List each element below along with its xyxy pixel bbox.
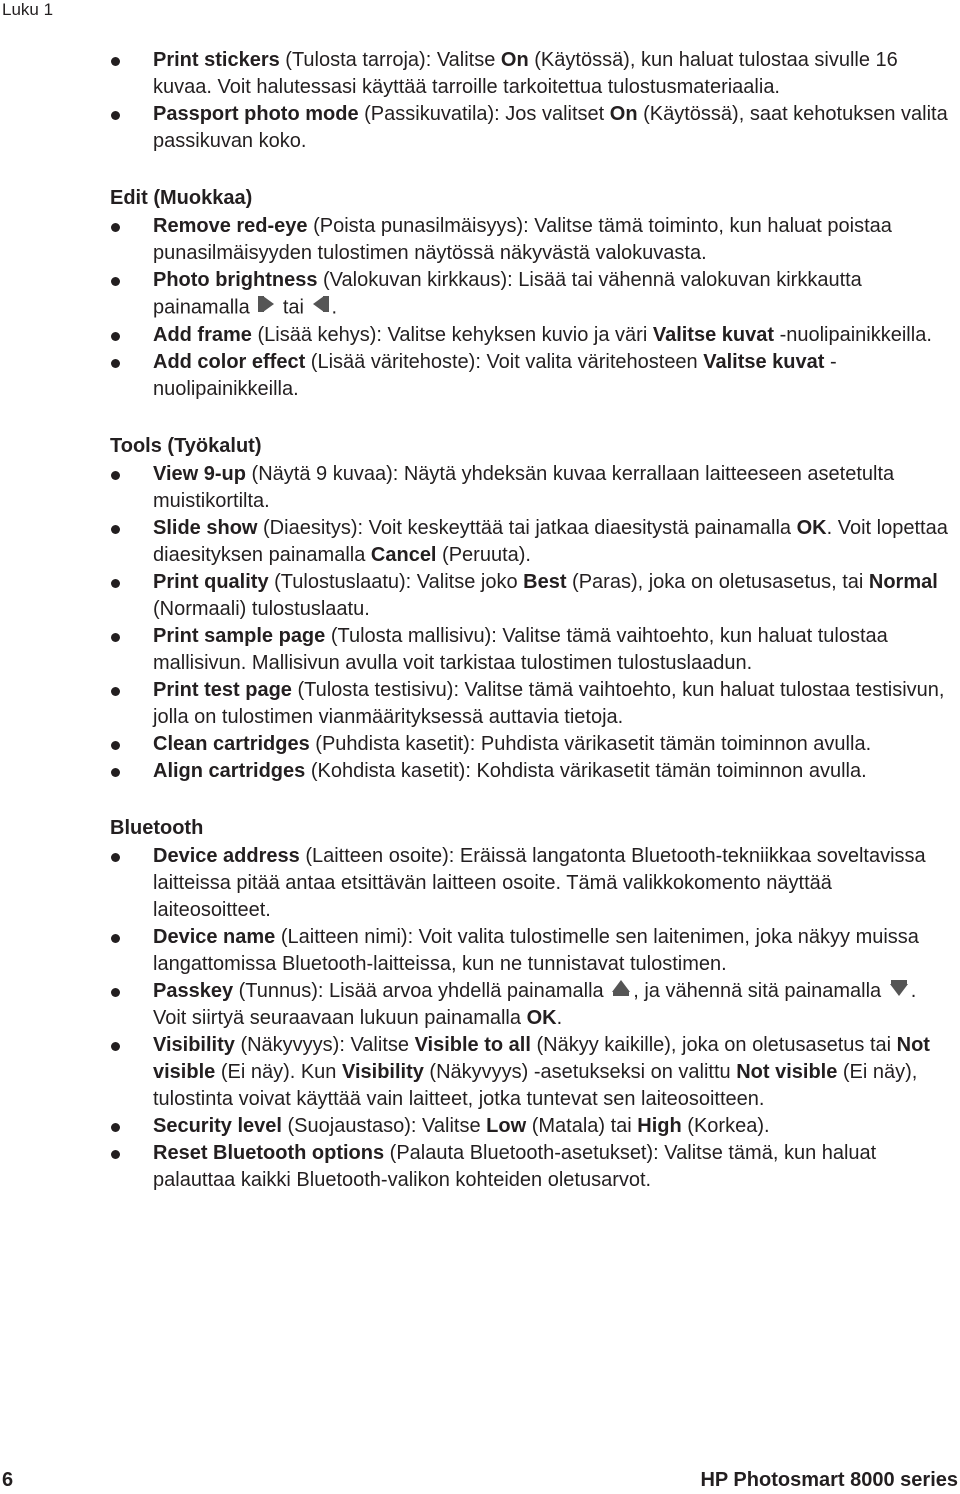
item-emphasis: Not visible (736, 1061, 838, 1084)
item-text: (Tulosta testisivu): Valitse tämä vaihtoehto, kun haluat tulostaa testisivun, jolla on tulostimen vianmäärityksessä auttavia tietoja. (153, 679, 945, 728)
item-term: View 9-up (153, 463, 246, 485)
item-emphasis: OK (796, 517, 827, 539)
item-text: . Voit lopettaa diaesityksen painamalla (153, 517, 948, 566)
item-text: (Näytä 9 kuvaa): Näytä yhdeksän kuvaa kerrallaan laitteeseen asetetulta muistikortilta. (153, 463, 895, 512)
bullet-icon (111, 853, 120, 862)
item-text: (Puhdista kasetit): Puhdista värikasetit tämän toiminnon avulla. (309, 733, 872, 755)
item-emphasis: Visible to all (414, 1034, 531, 1057)
product-title: HP Photosmart 8000 series (700, 1469, 958, 1491)
item-term: Visibility (153, 1034, 235, 1057)
item-term: Remove red-eye (153, 215, 308, 237)
item-text: -nuolipainikkeilla. (153, 351, 837, 400)
bullet-icon (111, 579, 120, 588)
spacer (0, 785, 960, 813)
item-emphasis: Valitse kuvat (703, 351, 825, 373)
item-text: (Ei näy), tulostinta voivat käyttää vain laitteet, jotka tuntevat sen laiteosoitteen. (153, 1061, 918, 1111)
bullet-icon (111, 633, 120, 642)
list-item (0, 623, 960, 677)
item-term: Reset Bluetooth options (153, 1142, 385, 1165)
item-text: (Tulostuslaatu): Valitse joko (268, 571, 524, 593)
list-item (0, 213, 960, 267)
item-emphasis: Not visible (153, 1034, 930, 1084)
item-term: Photo brightness (153, 269, 318, 291)
list-item (0, 978, 960, 1032)
item-text: (Laitteen osoite): Eräissä langatonta Bluetooth-tekniikkaa soveltavissa laitteissa pitää antaa etsittävän laitteen osoite. Tämä valikkokomento näyttää laiteosoitteet. (153, 845, 926, 921)
item-text: . (331, 296, 338, 319)
list-item (0, 843, 960, 924)
item-term: Passport photo mode (153, 103, 359, 125)
item-text: (Valokuvan kirkkaus): Lisää tai vähennä valokuvan kirkkautta painamalla (153, 269, 862, 319)
page-number: 6 (2, 1469, 14, 1491)
item-term: Add color effect (153, 351, 306, 373)
item-text: (Matala) tai (526, 1115, 638, 1138)
down-arrow-icon (889, 978, 909, 1005)
bullet-icon (111, 934, 120, 943)
item-term: Passkey (153, 980, 234, 1002)
bullet-icon (111, 1123, 120, 1132)
bullet-icon (111, 988, 120, 997)
bullet-icon (111, 1042, 120, 1051)
item-text: (Käytössä), saat kehotuksen valita passikuvan koko. (153, 103, 948, 152)
list-item (0, 677, 960, 731)
item-term: Clean cartridges (153, 733, 310, 755)
chapter-label: Luku 1 (2, 0, 54, 19)
item-text: . (556, 1007, 563, 1030)
bluetooth-heading: Bluetooth (110, 817, 204, 839)
item-emphasis: Visibility (341, 1061, 424, 1084)
list-item (0, 1032, 960, 1113)
bullet-icon (111, 277, 120, 286)
item-text: (Lisää väritehoste): Voit valita väritehosteen (305, 351, 704, 373)
item-text: (Lisää kehys): Valitse kehyksen kuvio ja väri (251, 324, 653, 346)
item-term: Device address (153, 845, 300, 867)
item-term: Align cartridges (153, 760, 306, 782)
list-item (0, 1140, 960, 1194)
item-term: Print stickers (153, 49, 280, 71)
item-text: (Diaesitys): Voit keskeyttää tai jatkaa diaesitystä painamalla (257, 517, 797, 539)
list-item (0, 515, 960, 569)
list-item (0, 731, 960, 758)
item-term: Print test page (153, 679, 292, 701)
edit-heading: Edit (Muokkaa) (110, 187, 253, 209)
item-emphasis: High (637, 1115, 682, 1138)
list-item (0, 322, 960, 349)
item-emphasis: On (500, 49, 529, 71)
bullet-icon (111, 111, 120, 120)
bullet-icon (111, 471, 120, 480)
list-item (0, 1113, 960, 1140)
item-emphasis: On (609, 103, 638, 125)
list-item (0, 349, 960, 403)
item-text: (Kohdista kasetit): Kohdista värikasetit tämän toiminnon avulla. (305, 760, 867, 782)
right-arrow-icon (257, 294, 275, 322)
item-text: (Paras), joka on oletusasetus, tai (566, 571, 869, 593)
item-text: tai (277, 296, 310, 319)
bullet-icon (111, 57, 120, 66)
item-text: (Normaali) tulostuslaatu. (153, 598, 370, 620)
item-text: (Palauta Bluetooth-asetukset): Valitse tämä, kun haluat palauttaa kaikki Bluetooth-valikon kohteiden oletusarvot. (153, 1142, 877, 1192)
tools-heading: Tools (Työkalut) (110, 435, 262, 457)
item-emphasis: Low (486, 1115, 527, 1138)
spacer (0, 403, 960, 431)
item-text: (Peruuta). (436, 544, 531, 566)
item-text: (Tulosta tarroja): Valitse (279, 49, 501, 71)
item-text: (Suojaustaso): Valitse (281, 1115, 487, 1138)
item-text: . Voit siirtyä seuraavaan lukuun painamalla (153, 980, 917, 1030)
list-item (0, 461, 960, 515)
up-arrow-icon (611, 978, 631, 1005)
list-item (0, 47, 960, 101)
item-emphasis: OK (526, 1007, 557, 1030)
intro-list (0, 47, 960, 155)
tools-list (0, 461, 960, 785)
item-term: Slide show (153, 517, 258, 539)
bullet-icon (111, 525, 120, 534)
item-term: Print quality (153, 571, 269, 593)
item-text: (Näkyy kaikille), joka on oletusasetus tai (530, 1034, 897, 1057)
item-text: (Passikuvatila): Jos valitset (358, 103, 610, 125)
spacer (0, 155, 960, 183)
bullet-icon (111, 359, 120, 368)
list-item (0, 569, 960, 623)
list-item (0, 924, 960, 978)
edit-list (0, 213, 960, 403)
bullet-icon (111, 332, 120, 341)
item-emphasis: Cancel (370, 544, 437, 566)
item-emphasis: Normal (868, 571, 938, 593)
list-item (0, 267, 960, 322)
item-text: -nuolipainikkeilla. (774, 324, 932, 346)
item-term: Print sample page (153, 625, 326, 647)
item-text: (Laitteen nimi): Voit valita tulostimelle sen laitenimen, joka näkyy muissa langattomissa Bluetooth-laitteissa, kun ne tunnistavat tulostimen. (153, 926, 919, 975)
left-arrow-icon (312, 294, 330, 322)
list-item (0, 101, 960, 155)
item-text: (Poista punasilmäisyys): Valitse tämä toiminto, kun haluat poistaa punasilmäisyyden tulostimen näytössä näkyvästä valokuvasta. (153, 215, 892, 264)
item-text: (Tulosta mallisivu): Valitse tämä vaihtoehto, kun haluat tulostaa mallisivun. Mallisivun avulla voit tarkistaa tulostimen tulostuslaadun. (153, 625, 888, 674)
item-term: Add frame (153, 324, 252, 346)
item-text: (Käytössä), kun haluat tulostaa sivulle 16 kuvaa. Voit halutessasi käyttää tarroille tarkoitettua tulostusmateriaalia. (153, 49, 898, 98)
item-text: (Näkyvyys) -asetukseksi on valittu (423, 1061, 737, 1084)
bullet-icon (111, 768, 120, 777)
bullet-icon (111, 687, 120, 696)
list-item (0, 758, 960, 785)
item-term: Security level (153, 1115, 282, 1138)
item-term: Device name (153, 926, 276, 948)
bluetooth-list (0, 843, 960, 1194)
item-text: (Näkyvyys): Valitse (234, 1034, 415, 1057)
item-text: (Ei näy). Kun (215, 1061, 342, 1084)
bullet-icon (111, 223, 120, 232)
bullet-icon (111, 1150, 120, 1159)
manual-content (0, 47, 960, 1194)
item-emphasis: Best (523, 571, 567, 593)
bullet-icon (111, 741, 120, 750)
item-text: (Tunnus): Lisää arvoa yhdellä painamalla (233, 980, 610, 1002)
item-text: (Korkea). (681, 1115, 770, 1138)
item-emphasis: Valitse kuvat (652, 324, 775, 346)
item-text: , ja vähennä sitä painamalla (633, 980, 887, 1002)
